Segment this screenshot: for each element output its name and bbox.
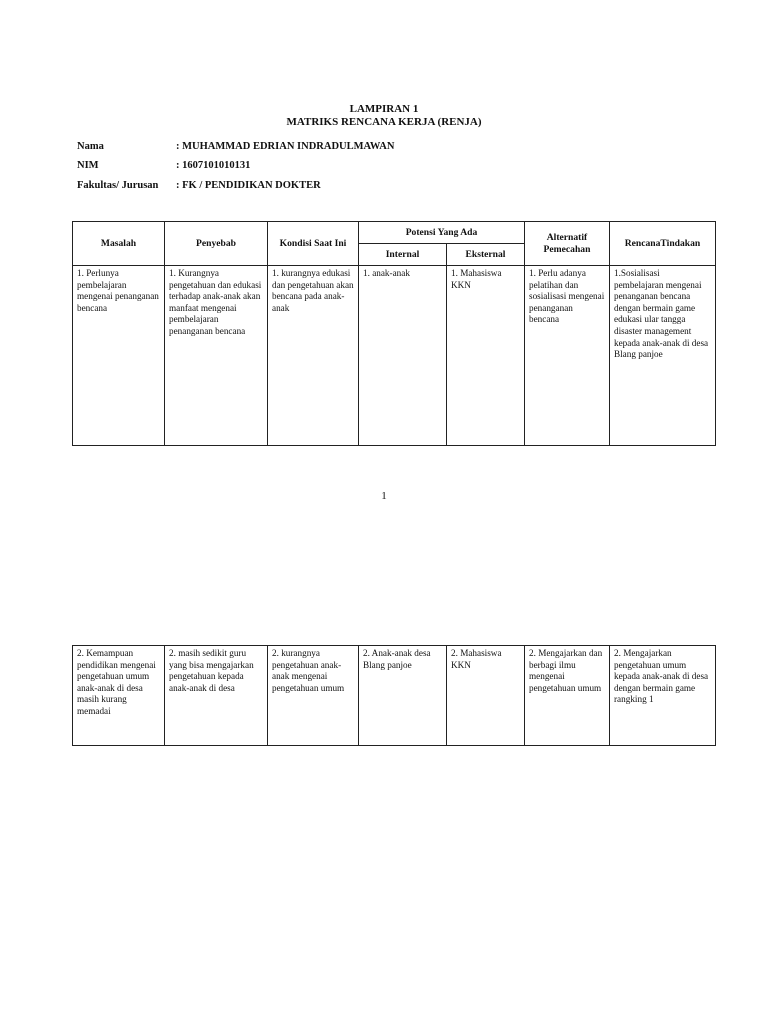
header-kondisi: Kondisi Saat Ini bbox=[268, 222, 359, 266]
cell-kondisi: 1. kurangnya edukasi dan pengetahuan akan bencana pada anak-anak bbox=[268, 266, 359, 446]
header-masalah: Masalah bbox=[73, 222, 165, 266]
document-subtitle: MATRIKS RENCANA KERJA (RENJA) bbox=[286, 116, 482, 128]
header-internal: Internal bbox=[359, 244, 447, 266]
header-penyebab: Penyebab bbox=[165, 222, 268, 266]
nim-value: : 1607101010131 bbox=[176, 160, 251, 171]
fakultas-value: : FK / PENDIDIKAN DOKTER bbox=[176, 180, 321, 191]
cell-penyebab: 1. Kurangnya pengetahuan dan edukasi terhadap anak-anak akan manfaat mengenai pembelajaran penanganan bencana bbox=[165, 266, 268, 446]
fakultas-label: Fakultas/ Jurusan bbox=[77, 180, 159, 191]
cell-masalah: 2. Kemampuan pendidikan mengenai pengetahuan umum anak-anak di desa masih kurang memadai bbox=[73, 646, 165, 746]
nama-value: : MUHAMMAD EDRIAN INDRADULMAWAN bbox=[176, 141, 395, 152]
renja-matrix-table bbox=[72, 221, 716, 446]
nim-label: NIM bbox=[77, 160, 99, 171]
cell-kondisi: 2. kurangnya pengetahuan anak-anak mengenai pengetahuan umum bbox=[268, 646, 359, 746]
cell-rencana: 1.Sosialisasi pembelajaran mengenai penanganan bencana dengan bermain game edukasi ular tangga disaster management kepada anak-anak di desa Blang panjoe bbox=[610, 266, 716, 446]
cell-masalah: 1. Perlunya pembelajaran mengenai penanganan bencana bbox=[73, 266, 165, 446]
cell-rencana: 2. Mengajarkan pengetahuan umum kepada anak-anak di desa dengan bermain game rangking 1 bbox=[610, 646, 716, 746]
header-eksternal: Eksternal bbox=[447, 244, 525, 266]
cell-internal: 2. Anak-anak desa Blang panjoe bbox=[359, 646, 447, 746]
cell-eksternal: 1. Mahasiswa KKN bbox=[447, 266, 525, 446]
cell-alternatif: 1. Perlu adanya pelatihan dan sosialisasi mengenai penanganan bencana bbox=[525, 266, 610, 446]
header-potensi: Potensi Yang Ada bbox=[359, 222, 525, 244]
cell-internal: 1. anak-anak bbox=[359, 266, 447, 446]
renja-matrix-table-continued bbox=[72, 645, 716, 746]
cell-penyebab: 2. masih sedikit guru yang bisa mengajarkan pengetahuan kepada anak-anak di desa bbox=[165, 646, 268, 746]
table-row bbox=[73, 266, 716, 446]
cell-alternatif: 2. Mengajarkan dan berbagi ilmu mengenai pengetahuan umum bbox=[525, 646, 610, 746]
table-row bbox=[73, 646, 716, 746]
page-number: 1 bbox=[381, 490, 387, 502]
header-rencana: RencanaTindakan bbox=[610, 222, 716, 266]
cell-eksternal: 2. Mahasiswa KKN bbox=[447, 646, 525, 746]
header-alternatif: Alternatif Pemecahan bbox=[525, 222, 610, 266]
nama-label: Nama bbox=[77, 141, 104, 152]
document-title: LAMPIRAN 1 bbox=[349, 103, 419, 115]
